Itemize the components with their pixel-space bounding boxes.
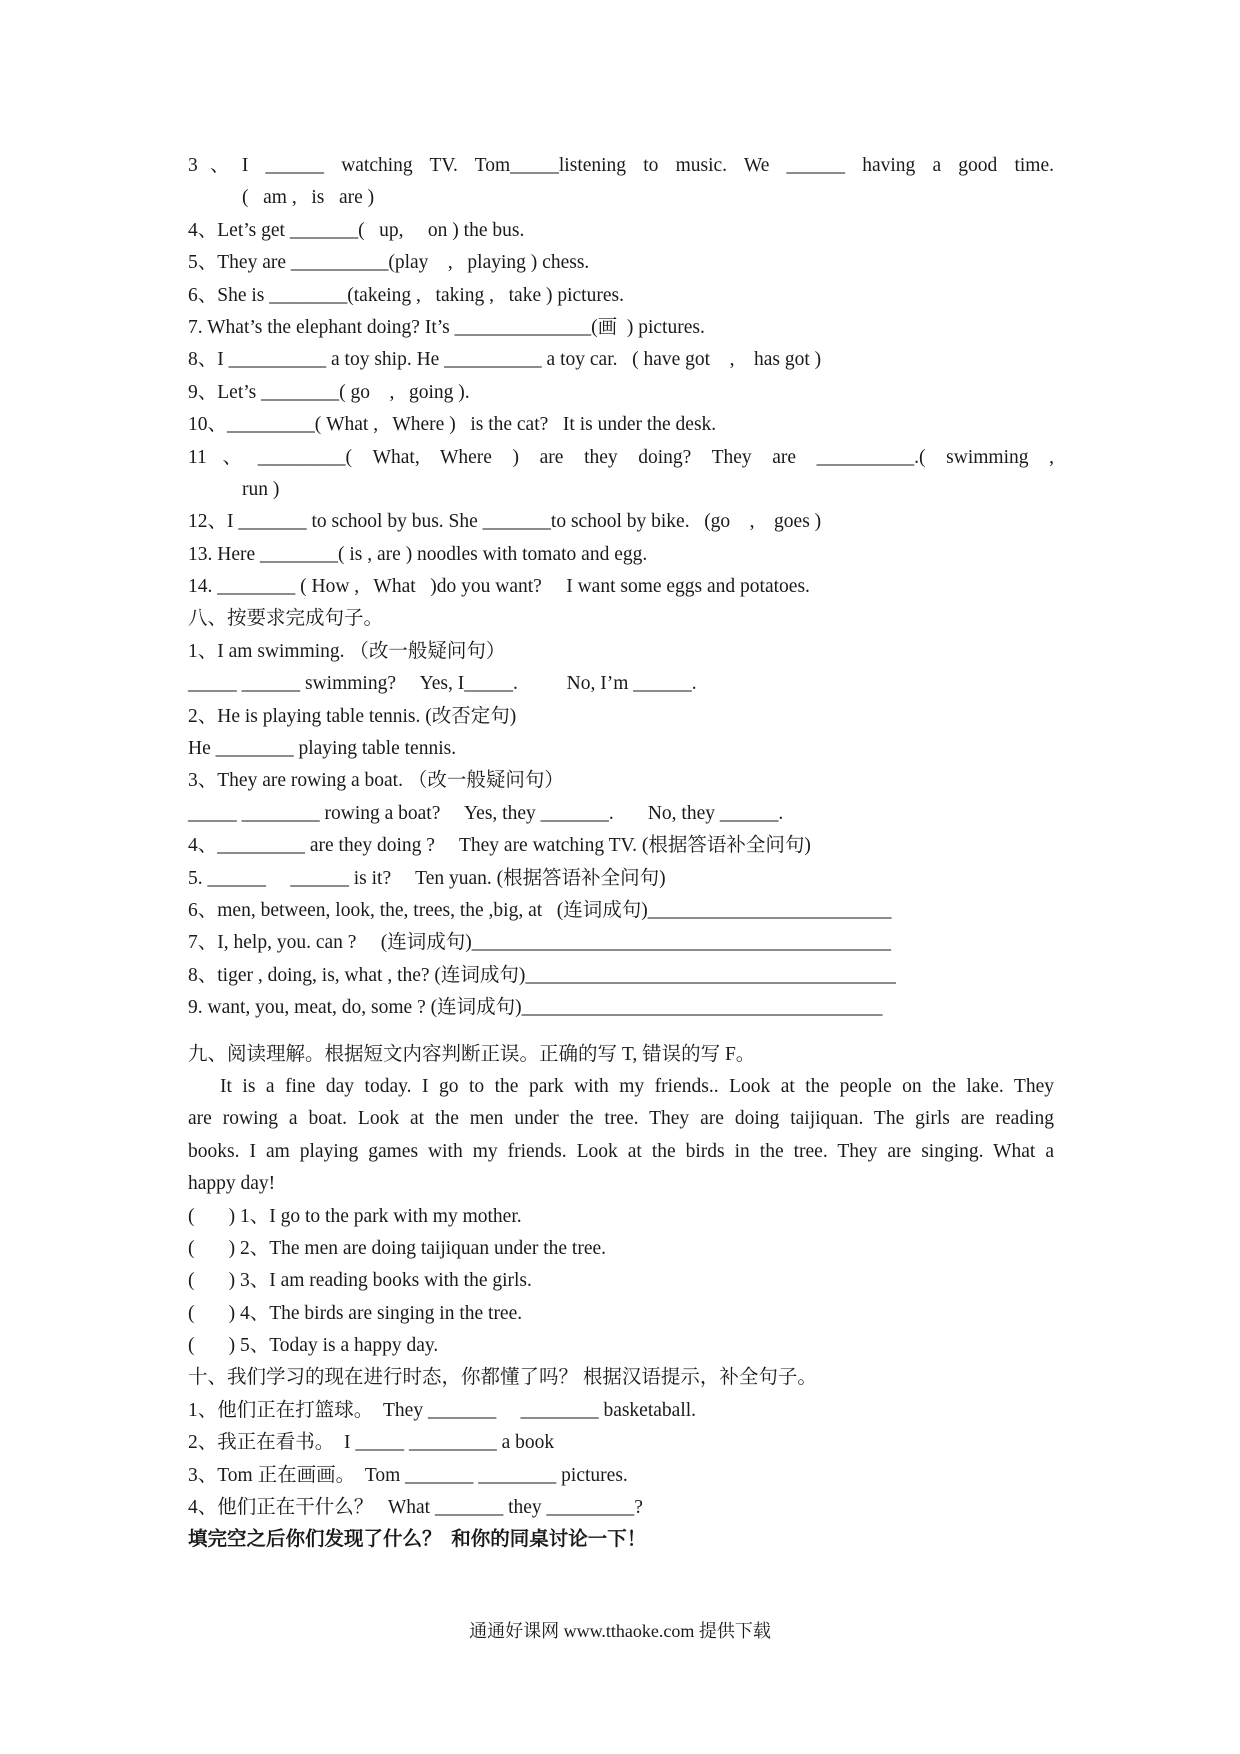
worksheet-line-q8-1: 1、I am swimming. （改一般疑问句） — [188, 640, 506, 662]
worksheet-line-s9-para-3: books. I am playing games with my friends. Look at the birds in the tree. They are singing. What a — [188, 1140, 1054, 1162]
worksheet-line-s9-para-2: are rowing a boat. Look at the men under the tree. They are doing taijiquan. The girls are reading — [188, 1108, 1054, 1130]
worksheet-line-q7-5: 5、They are __________(play , playing ) chess. — [188, 252, 590, 274]
worksheet-line-s9-para-1: It is a fine day today. I go to the park with my friends.. Look at the people on the lake. They — [220, 1075, 1054, 1097]
worksheet-line-q8-9: 9. want, you, meat, do, some ? (连词成句)_____________________________________ — [188, 997, 883, 1019]
worksheet-line-q7-3-options: ( am , is are ) — [242, 187, 375, 209]
worksheet-line-q7-13: 13. Here ________( is , are ) noodles with tomato and egg. — [188, 543, 648, 565]
worksheet-line-q10-3: 3、Tom 正在画画。 Tom _______ ________ pictures. — [188, 1464, 628, 1486]
worksheet-line-q7-10: 10、_________( What , Where ) is the cat? It is under the desk. — [188, 414, 717, 436]
worksheet-line-q8-3-ans: _____ ________ rowing a boat? Yes, they _______. No, they ______. — [188, 802, 784, 824]
worksheet-line-q9-3: ( ) 3、I am reading books with the girls. — [188, 1270, 532, 1292]
worksheet-line-s10-title: 十、我们学习的现在进行时态，你都懂了吗？ 根据汉语提示，补全句子。 — [188, 1367, 817, 1389]
worksheet-line-q8-3: 3、They are rowing a boat. （改一般疑问句） — [188, 770, 564, 792]
worksheet-line-q10-4: 4、他们正在干什么？ What _______ they _________? — [188, 1497, 643, 1519]
worksheet-line-q8-2-ans: He ________ playing table tennis. — [188, 738, 457, 760]
worksheet-line-q8-4: 4、_________ are they doing ? They are watching TV. (根据答语补全问句) — [188, 835, 811, 857]
worksheet-line-s9-title: 九、阅读理解。根据短文内容判断正误。正确的写 T, 错误的写 F。 — [188, 1043, 756, 1065]
worksheet-line-q7-7: 7. What’s the elephant doing? It’s ______________(画 ) pictures. — [188, 316, 705, 338]
worksheet-line-q9-2: ( ) 2、The men are doing taijiquan under the tree. — [188, 1237, 607, 1259]
worksheet-line-q10-2: 2、我正在看书。 I _____ _________ a book — [188, 1432, 555, 1454]
worksheet-line-q7-9: 9、Let’s ________( go , going ). — [188, 381, 470, 403]
worksheet-line-q8-2: 2、He is playing table tennis. (改否定句) — [188, 705, 517, 727]
worksheet-line-q7-6: 6、She is ________(takeing , taking , take ) pictures. — [188, 284, 624, 306]
worksheet-line-q7-11-options: run ) — [242, 478, 280, 500]
worksheet-line-q8-5: 5. ______ ______ is it? Ten yuan. (根据答语补全问句) — [188, 867, 666, 889]
worksheet-line-q7-3: 3、I ______ watching TV. Tom_____listening to music. We ______ having a good time. — [188, 155, 1054, 176]
worksheet-line-q7-8: 8、I __________ a toy ship. He __________ a toy car. ( have got , has got ) — [188, 349, 822, 371]
worksheet-line-q8-7: 7、I, help, you. can ? (连词成句)___________________________________________ — [188, 932, 892, 954]
worksheet-line-q7-4: 4、Let’s get _______( up, on ) the bus. — [188, 219, 525, 241]
worksheet-line-q8-8: 8、tiger , doing, is, what , the? (连词成句)______________________________________ — [188, 964, 896, 986]
worksheet-line-q7-12: 12、I _______ to school by bus. She _______to school by bike. (go , goes ) — [188, 511, 822, 533]
worksheet-line-q10-1: 1、他们正在打篮球。 They _______ ________ basketaball. — [188, 1399, 697, 1421]
worksheet-line-s8-title: 八、按要求完成句子。 — [188, 608, 384, 630]
worksheet-line-q9-1: ( ) 1、I go to the park with my mother. — [188, 1205, 522, 1227]
worksheet-line-q9-5: ( ) 5、Today is a happy day. — [188, 1335, 439, 1357]
page-footer: 通通好课网 www.tthaoke.com 提供下载 — [469, 1621, 771, 1641]
worksheet-line-q7-14: 14. ________ ( How , What )do you want? I want some eggs and potatoes. — [188, 576, 810, 598]
worksheet-line-q7-11: 11、_________( What, Where ) are they doing? They are __________.( swimming , — [188, 446, 1054, 468]
worksheet-line-q8-6: 6、men, between, look, the, trees, the ,big, at (连词成句)_________________________ — [188, 899, 892, 921]
worksheet-body — [188, 150, 1054, 1557]
worksheet-line-s10-note: 填完空之后你们发现了什么？ 和你的同桌讨论一下！ — [188, 1529, 647, 1551]
worksheet-line-q8-1-ans: _____ ______ swimming? Yes, I_____. No, I’m ______. — [188, 673, 697, 695]
worksheet-line-gap-1 — [188, 1025, 1054, 1039]
worksheet-line-q9-4: ( ) 4、The birds are singing in the tree. — [188, 1302, 523, 1324]
worksheet-line-s9-para-4: happy day! — [188, 1173, 276, 1195]
